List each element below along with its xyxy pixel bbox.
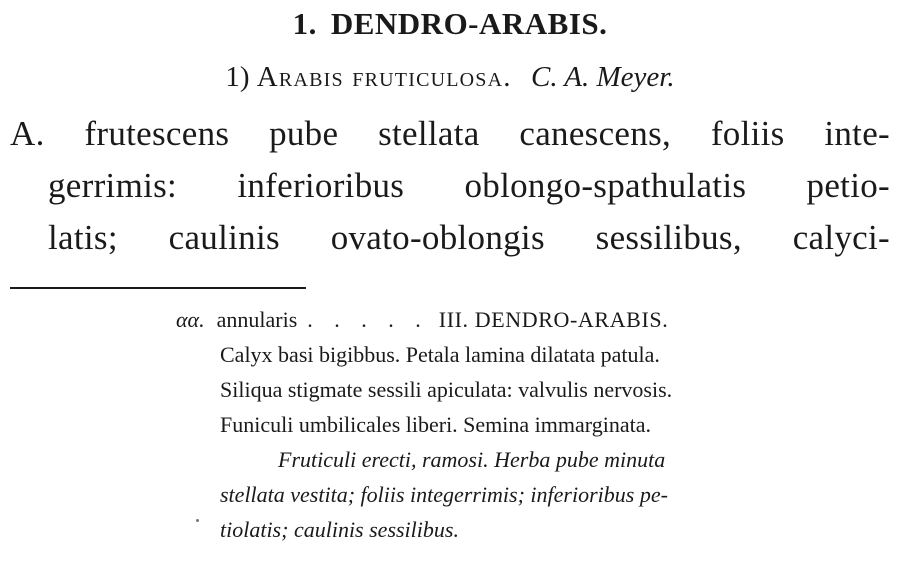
note-line: Fruticuli erecti, ramosi. Herba pube minuta [278,447,666,472]
note-line: tiolatis; caulinis sessilibus. [220,517,459,542]
species-number: 1) [225,61,250,93]
section-heading [0,4,900,44]
section-title: DENDRO-ARABIS. [330,6,608,41]
species-author: C. A. Meyer. [530,61,675,93]
ink-speck [196,519,199,522]
species-heading [0,58,900,96]
species-name: Arabis fruticulosa. [256,61,512,93]
diagnosis-line: A. frutescens pube stellata canescens, foliis inte- [10,114,890,153]
diagnosis-line: latis; caulinis ovato-oblongis sessilibus, calyci- [48,218,890,257]
footnote-block [176,302,890,547]
description-line: Siliqua stigmate sessili apiculata: valvulis nervosis. [220,377,673,402]
key-leader: . . . . . [307,307,429,332]
diagnosis-line: gerrimis: inferioribus oblongo-spathulatis petio- [48,166,890,205]
footnote-rule [10,287,306,289]
key-marker: αα. [176,307,205,332]
description-line: Funiculi umbilicales liberi. Semina immarginata. [220,412,651,437]
note-line: stellata vestita; foliis integerrimis; inferioribus pe- [220,482,668,507]
description-line: Calyx basi bigibbus. Petala lamina dilatata patula. [220,342,660,367]
key-term: annularis [216,307,298,332]
key-line [176,302,890,337]
diagnosis-paragraph [10,108,890,264]
section-number: 1. [292,6,317,41]
key-target: III. DENDRO-ARABIS. [438,307,669,332]
